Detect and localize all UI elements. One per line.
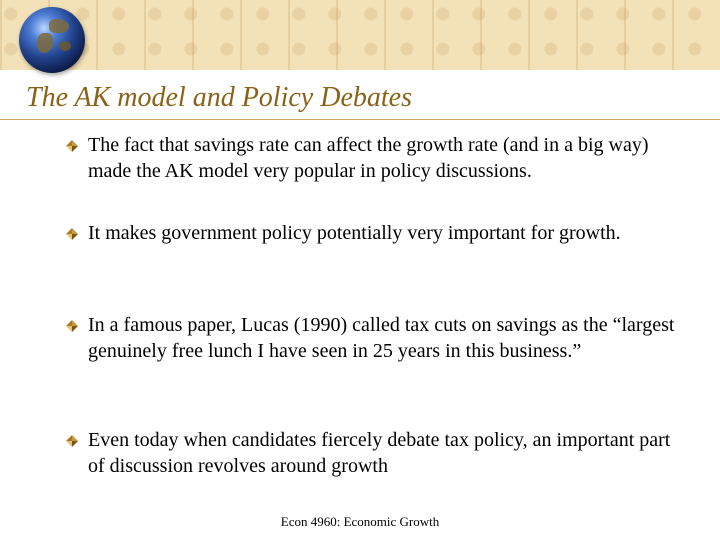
slide-footer: Econ 4960: Economic Growth xyxy=(280,514,440,529)
title-divider xyxy=(0,119,720,120)
slide-title: The AK model and Policy Debates xyxy=(26,82,412,113)
diamond-bullet-icon xyxy=(66,435,78,447)
diamond-bullet-icon xyxy=(66,140,78,152)
globe-land xyxy=(37,33,53,53)
bullet-text: Even today when candidates fiercely debate tax policy, an important part of discussion revolves around growth xyxy=(88,429,671,477)
globe-icon xyxy=(19,7,85,73)
globe-land xyxy=(59,41,71,51)
bullet-text: It makes government policy potentially very important for growth. xyxy=(88,222,621,244)
diamond-bullet-icon xyxy=(66,320,78,332)
globe-land xyxy=(49,19,69,33)
header-banner xyxy=(0,0,720,70)
bullet-text: The fact that savings rate can affect the growth rate (and in a big way) made the AK model very popular in policy discussions. xyxy=(88,134,649,182)
diamond-bullet-icon xyxy=(66,228,78,240)
bullet-text: In a famous paper, Lucas (1990) called tax cuts on savings as the “largest genuinely free lunch I have seen in 25 years in this business.” xyxy=(88,314,675,362)
